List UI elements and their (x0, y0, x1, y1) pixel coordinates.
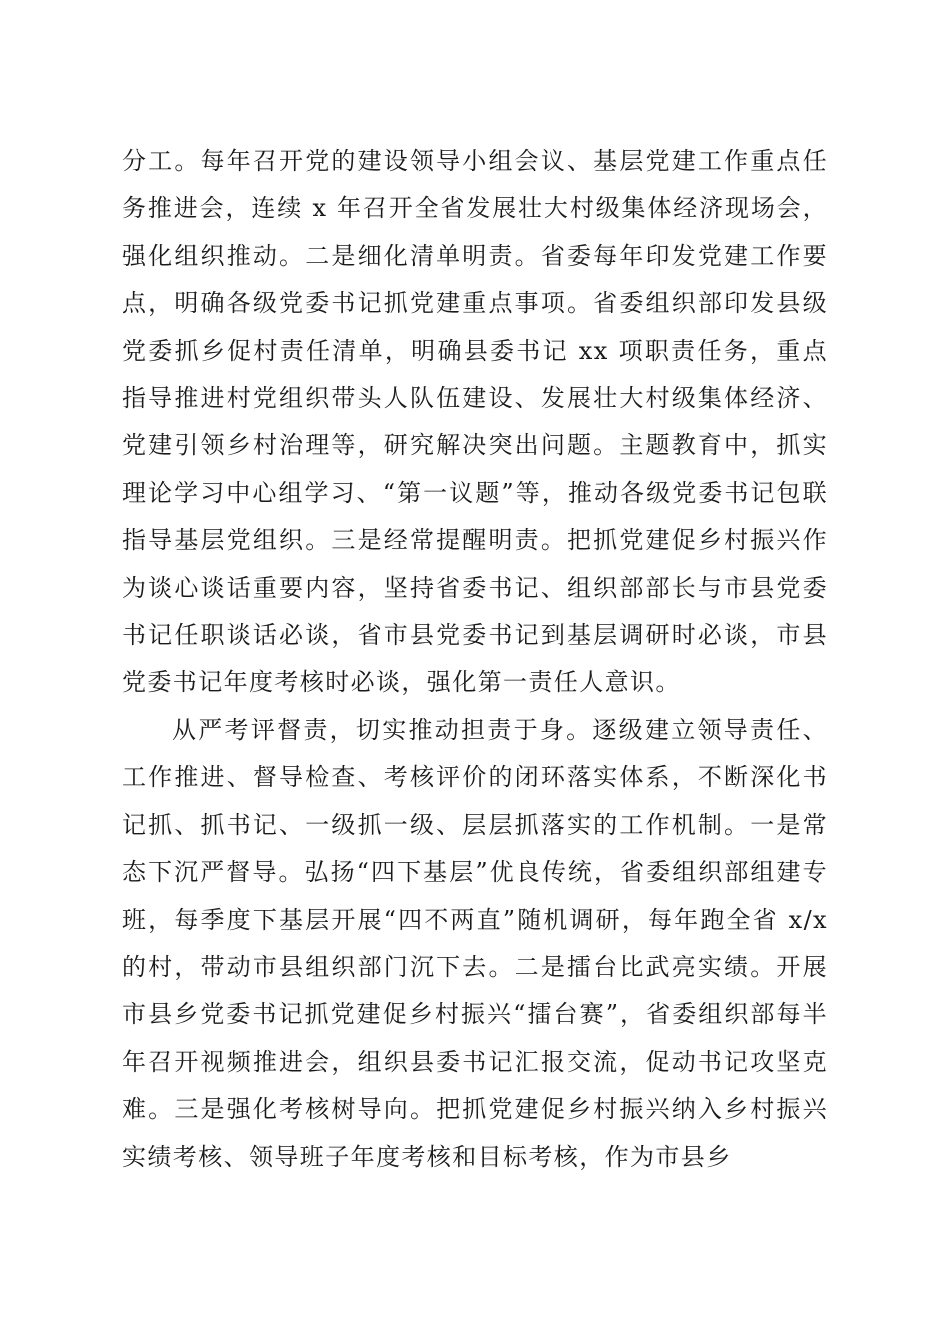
document-body (122, 138, 828, 1181)
paragraph-1: 分工。每年召开党的建设领导小组会议、基层党建工作重点任务推进会，连续 x 年召开全省发展壮大村级集体经济现场会，强化组织推动。二是细化清单明责。省委每年印发党建工作要点，明确各级党委书记抓党建重点事项。省委组织部印发县级党委抓乡促村责任清单，明确县委书记 xx 项职责任务，重点指导推进村党组织带头人队伍建设、发展壮大村级集体经济、党建引领乡村治理等，研究解决突出问题。主题教育中，抓实理论学习中心组学习、“第一议题”等，推动各级党委书记包联指导基层党组织。三是经常提醒明责。把抓党建促乡村振兴作为谈心谈话重要内容，坚持省委书记、组织部部长与市县党委书记任职谈话必谈，省市县党委书记到基层调研时必谈，市县党委书记年度考核时必谈，强化第一责任人意识。 (122, 147, 828, 697)
paragraph-2: 从严考评督责，切实推动担责于身。逐级建立领导责任、工作推进、督导检查、考核评价的闭环落实体系，不断深化书记抓、抓书记、一级抓一级、层层抓落实的工作机制。一是常态下沉严督导。弘扬“四下基层”优良传统，省委组织部组建专班，每季度下基层开展“四不两直”随机调研，每年跑全省 x/x 的村，带动市县组织部门沉下去。二是擂台比武亮实绩。开展市县乡党委书记抓党建促乡村振兴“擂台赛”，省委组织部每半年召开视频推进会，组织县委书记汇报交流，促动书记攻坚克难。三是强化考核树导向。把抓党建促乡村振兴纳入乡村振兴实绩考核、领导班子年度考核和目标考核，作为市县乡 (122, 715, 828, 1171)
